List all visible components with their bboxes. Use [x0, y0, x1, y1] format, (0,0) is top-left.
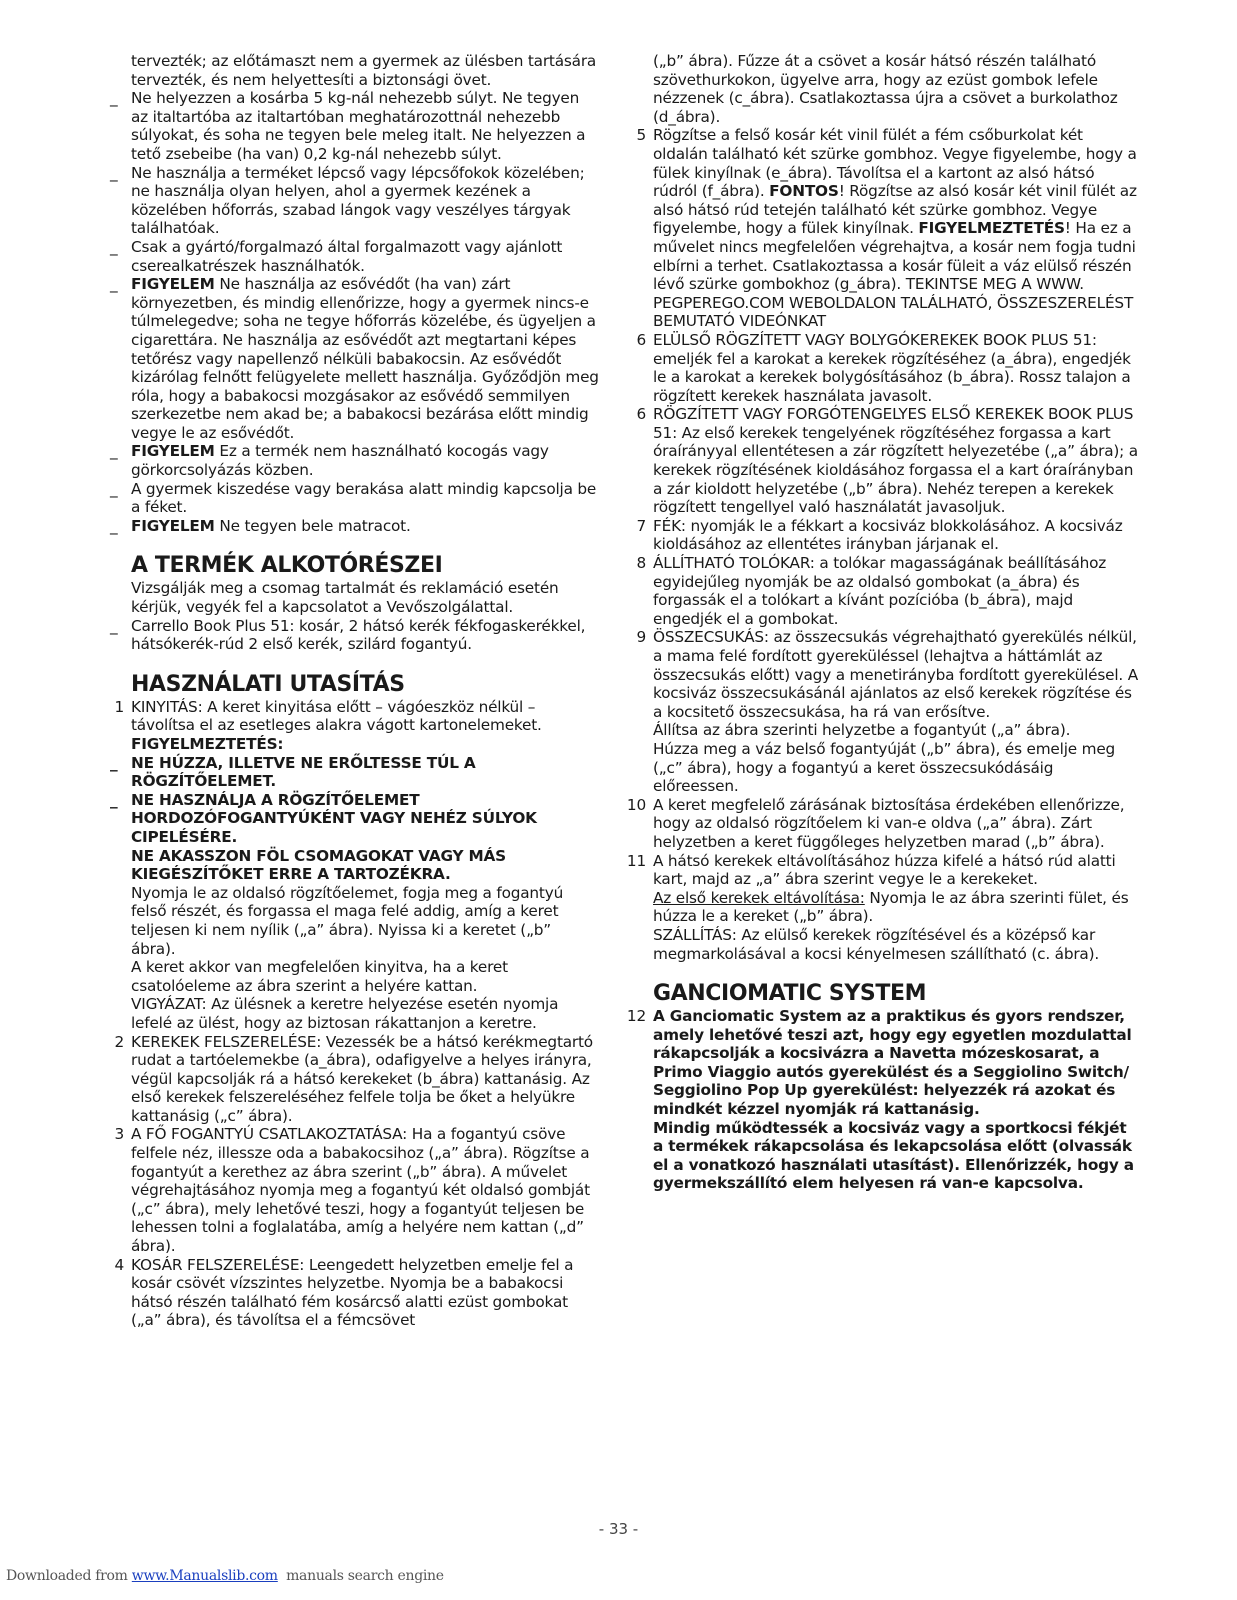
step-4-text: KOSÁR FELSZERELÉSE: Leengedett helyzetben emelje fel a kosár csövét vízszintes helyzetbe. Nyomja be a babakocsi hátsó részén található fém kosárcső alatti ezüst gombokat („a” ábra), és távolítsa el a fémcsövet [131, 1255, 574, 1330]
intro-text: tervezték; az előtámaszt nem a gyermek az ülésben tartására tervezték, és nem helyettesíti a biztonsági övet. [131, 52, 597, 89]
step-number: 3 [114, 1125, 124, 1144]
bullet-marker: _ [110, 790, 118, 809]
step-number: 7 [636, 516, 646, 535]
step-number: 1 [114, 697, 124, 716]
step-9-para-2: Állítsa az ábra szerinti helyzetbe a fogantyút („a” ábra). [653, 721, 1071, 740]
step-1-warning-3-text: NE AKASSZON FÖL CSOMAGOKAT VAGY MÁS KIEGÉSZÍTŐKET ERRE A TARTOZÉKRA. [131, 846, 506, 884]
warning-label: FIGYELEM [131, 275, 215, 294]
warning-label: FIGYELEM [131, 442, 215, 461]
step-7 [632, 517, 1140, 554]
step-1-warning-heading: FIGYELMEZTETÉS: [131, 735, 284, 753]
warning-item [110, 238, 600, 275]
step-11-para-3: SZÁLLÍTÁS: Az elülső kerekek rögzítésével és a középső kar megmarkolásával a kocsi kényelmesen szállítható (c. ábra). [653, 925, 1100, 963]
step-number: 6 [636, 405, 646, 424]
step-7-text: FÉK: nyomják le a fékkart a kocsiváz blokkolásához. A kocsiváz kioldásához az ellentétes irányban járjanak el. [653, 516, 1123, 554]
warning-label: FIGYELEM [131, 516, 215, 535]
bullet-marker: _ [110, 163, 118, 182]
step-3-text: A FŐ FOGANTYÚ CSATLAKOZTATÁSA: Ha a fogantyú csöve felfele néz, illessze oda a babakocsihoz („a” ábra). Rögzítse a fogantyút a kerethez az ábra szerint („b” ábra). A művelet végrehajtásához nyomja meg a fogantyú két oldalsó gombját („c” ábra), mely lehetővé teszi, hogy a fogantyút teljesen be lehessen tolni a foglalatába, amíg a helyére nem kattan („d” ábra). [131, 1125, 590, 1256]
page-number: - 33 - [598, 1520, 639, 1538]
step-5 [632, 126, 1140, 331]
warning-text: Ne tegyen bele matracot. [214, 516, 411, 535]
bullet-marker: _ [110, 753, 118, 772]
download-suffix: manuals search engine [277, 1568, 444, 1584]
warning-item [110, 517, 600, 536]
bullet-marker: _ [110, 442, 118, 461]
step-2-text: KEREKEK FELSZERELÉSE: Vezessék be a hátsó kerékmegtartó rudat a tartóelemekbe (a_ábra), odafigyelve a helyes irányra, végül kapcsolják rá a hátsó kerekeket (b_ábra) kattanásig. Az első kerekek felszereléséhez felfele tolja be őket a helyükre kattanásig („c” ábra). [131, 1032, 593, 1125]
ganciomatic-heading: GANCIOMATIC SYSTEM [653, 981, 927, 1007]
step-1-warning-2 [110, 791, 600, 884]
components-item-text: Carrello Book Plus 51: kosár, 2 hátsó kerék fékfogaskerékkel, hátsókerék-rúd 2 első kerék, szilárd fogantyú. [131, 616, 586, 654]
step-number: 12 [626, 1007, 646, 1026]
step-1-warning-1-text: NE HÚZZA, ILLETVE NE ERŐLTESSE TÚL A RÖGZÍTŐELEMET. [131, 753, 476, 791]
components-item [110, 617, 600, 654]
bullet-marker: _ [110, 89, 118, 108]
warning-text: Ne helyezzen a kosárba 5 kg-nál nehezebb súlyt. Ne tegyen az italtartóba az italtartóban meghatározottnál nehezebb súlyokat, és soha ne tegyen bele meleg italt. Ne helyezzen a tető zsebeibe (ha van) 0,2 kg-nál nehezebb súlyt. [131, 89, 586, 163]
step-6a [632, 331, 1140, 405]
step-4 [110, 1256, 600, 1330]
step-12 [626, 1007, 1140, 1119]
step-9-text: ÖSSZECSUKÁS: az összecsukás végrehajtható gyerekülés nélkül, a mama felé fordított gyereküléssel (lehajtva a háttámlát az összecsukás előtt) vagy a menetirányba fordított gyerekülésel. A kocsiváz összecsukásánál ajánlatos az első kerekek rögzítése és a kocsitető összecsukása, ha rá van erősítve. [653, 628, 1139, 721]
left-column [110, 52, 600, 1330]
step-11-para-2 [632, 889, 1140, 926]
bullet-marker: _ [110, 479, 118, 498]
warning-item [110, 89, 600, 163]
warning-text: Ne használja a terméket lépcső vagy lépcsőfokok közelében; ne használja olyan helyen, ahol a gyermek kezének a közelében hőforrás, szabad lángok vagy veszélyes tárgyak találhatóak. [131, 163, 585, 238]
step-number: 10 [626, 795, 646, 814]
step-number: 2 [114, 1032, 124, 1051]
manualslib-link[interactable]: www.Manualslib.com [131, 1568, 278, 1584]
step-number: 5 [636, 126, 646, 145]
warnings-list [110, 89, 600, 535]
step-1-warning-1 [110, 754, 600, 791]
step-2 [110, 1033, 600, 1126]
components-heading: A TERMÉK ALKOTÓRÉSZEI [131, 553, 443, 579]
step-5-important: FONTOS [769, 182, 839, 201]
step-8-text: ÁLLÍTHATÓ TOLÓKAR: a tolókar magasságának beállításához egyidejűleg nyomják be az oldalsó gombokat (a_ábra) és forgassák el a tolókart a kívánt pozícióba (b_ábra), majd engedjék el a gombokat. [653, 554, 1107, 628]
warning-text: Ez a termék nem használható kocogás vagy görkorcsolyázás közben. [131, 442, 549, 480]
step-number: 4 [114, 1255, 124, 1274]
step-1-para-3: VIGYÁZAT: Az ülésnek a keretre helyezése esetén nyomja lefelé az ülést, hogy az biztosan rákattanjon a keretre. [131, 995, 559, 1032]
right-column [626, 52, 1140, 1193]
step-5-text-a: Rögzítse a felső kosár két vinil fülét a fém csőburkolat két oldalán található két szürke gombhoz. Vegye figyelembe, hogy a fülek kinyílnak (e_ábra). Távolítsa el a kartont az alsó hátsó rúdról (f_ábra). [653, 126, 1137, 201]
step-1-para-1: Nyomja le az oldalsó rögzítőelemet, fogja meg a fogantyú felső részét, és forgassa el maga felé addig, amíg a keret teljesen ki nem nyílik („a” ábra). Nyissa ki a keretet („b” ábra). [131, 883, 564, 958]
step-11 [626, 851, 1140, 889]
components-text: Vizsgálják meg a csomag tartalmát és reklamáció esetén kérjük, vegyék fel a kapcsolatot a Vevőszolgálattal. [131, 579, 559, 617]
step-5-text-b: ! Rögzítse az alsó kosár két vinil fülét az alsó hátsó rúd tetején található két szürke gombhoz. Vegye figyelembe, hogy a fülek kinyílnak. [653, 182, 1137, 238]
step-number: 6 [636, 330, 646, 349]
step-5-warning: FIGYELMEZTETÉS [918, 219, 1065, 238]
step-11-underlined: Az első kerekek eltávolítása: [653, 888, 865, 907]
warning-item [110, 480, 600, 517]
step-number: 11 [626, 851, 646, 870]
step-6b-text: RÖGZÍTETT VAGY FORGÓTENGELYES ELSŐ KEREKEK BOOK PLUS 51: Az első kerekek tengelyének rögzítéséhez forgassa a kart óraírányyal ellentétesen a zár rögzített helyezetébe („a” ábra); a kerekek rögzítésének kioldásához forgassa el a kart óraírányban a zár kioldott helyzetébe („b” ábra). Nehéz terepen a kerekek rögzített tengellyel való használatát javasoljuk. [653, 405, 1138, 517]
step-1 [110, 698, 600, 754]
step-10-text: A keret megfelelő zárásának biztosítása érdekében ellenőrizze, hogy az oldalsó rögzítőelem ki van-e oldva („a” ábra). Zárt helyzetben a keret függőleges helyzetben marad („b” ábra). [653, 795, 1125, 851]
step-9 [632, 628, 1140, 721]
warning-item [110, 275, 600, 442]
bullet-marker: _ [110, 616, 118, 635]
bullet-marker: _ [110, 516, 118, 535]
step-9-para-3: Húzza meg a váz belső fogantyúját („b” ábra), és emelje meg („c” ábra), hogy a fogantyú a keret összecsukódásáig előreessen. [653, 739, 1116, 796]
usage-heading: HASZNÁLATI UTASÍTÁS [131, 671, 405, 697]
step-number: 8 [636, 554, 646, 573]
step-12-para-2: Mindig működtessék a kocsiváz vagy a sportkocsi fékjét a termékek rákapcsolása és lekapcsolása előtt (olvassák el a vonatkozó használati utasítást). Ellenőrizzék, hogy a gyermekszállító elem helyesen rá van-e kapcsolva. [653, 1118, 1134, 1193]
step-1-text: KINYITÁS: A keret kinyitása előtt – vágóeszköz nélkül – távolítsa el az esetleges alakra vágott kartonelemeket. [131, 697, 542, 735]
step-1-warning-2-text: NE HASZNÁLJA A RÖGZÍTŐELEMET HORDOZÓFOGANTYÚKÉNT VAGY NEHÉZ SÚLYOK CIPELÉSÉRE. [131, 790, 537, 846]
warning-text: Csak a gyártó/forgalmazó által forgalmazott vagy ajánlott cserealkatrészek használhatók. [131, 237, 563, 275]
bullet-marker: _ [110, 237, 118, 256]
step-6a-text: ELÜLSŐ RÖGZÍTETT VAGY BOLYGÓKEREKEK BOOK PLUS 51: emeljék fel a karokat a kerekek rögzítéséhez (a_ábra), engedjék le a karokat a kerekek bolygósításához (b_ábra). Rossz talajon a rögzített kerekek használata javasolt. [653, 330, 1131, 405]
step-8 [632, 554, 1140, 628]
step-12-para-1: A Ganciomatic System az a praktikus és gyors rendszer, amely lehetővé teszi azt, hogy egy egyetlen mozdulattal rákapcsolják a kocsivázra a Navetta mózeskosarat, a Primo Viaggio autós gyerekülést és a Seggiolino Switch/ Seggiolino Pop Up gyerekülést: helyezzék rá azokat és mindkét kézzel nyomják rá kattanásig. [653, 1007, 1132, 1119]
bullet-marker: _ [110, 275, 118, 294]
step-4-continued: („b” ábra). Fűzze át a csövet a kosár hátsó részén található szövethurkokon, ügyelve arra, hogy az ezüst gombok lefele nézzenek (c_ábra). Csatlakoztassa újra a csövet a burkolathoz (d_ábra). [653, 52, 1118, 126]
step-11-para-2-text: Nyomja le az ábra szerinti fület, és húzza le a kereket („b” ábra). [653, 888, 1129, 926]
step-1-para-2: A keret akkor van megfelelően kinyitva, ha a keret csatolóeleme az ábra szerint a helyére kattan. [131, 958, 508, 995]
warning-text: A gyermek kiszedése vagy berakása alatt mindig kapcsolja be a féket. [131, 479, 597, 517]
warning-item [110, 442, 600, 479]
download-prefix: Downloaded from [6, 1568, 132, 1584]
step-5-text-c: ! Ha ez a művelet nincs megfelelően végrehajtva, a kosár nem fogja tudni elbírni a terhet. Csatlakoztassa a kosár füleit a váz elülső részén lévő szürke gombokhoz (g_ábra). TEKINTSE MEG A WWW. PEGPEREGO.COM WEBOLDALON TALÁLHATÓ, ÖSSZESZERELÉST BEMUTATÓ VIDEÓNKAT [653, 219, 1136, 331]
download-notice [6, 1568, 444, 1584]
step-10 [626, 795, 1140, 852]
step-6b [632, 405, 1140, 517]
step-number: 9 [636, 628, 646, 647]
warning-item [110, 164, 600, 238]
warning-text: Ne használja az esővédőt (ha van) zárt környezetben, és mindig ellenőrizze, hogy a gyermek nincs-e túlmelegedve; soha ne tegye hőforrás közelébe, és ügyeljen a cigarettára. Ne használja az esővédőt azt megtartani képes tetőrész vagy napellenző nélküli babakocsin. Az esővédőt kizárólag felnőtt felügyelete mellett használja. Győződjön meg róla, hogy a babakocsi mozgásakor az esővédő semmilyen szerkezetbe nem akad be; a babakocsi bezárása előtt mindig vegye le az esővédőt. [131, 275, 599, 442]
step-3 [110, 1125, 600, 1255]
step-11-text: A hátsó kerekek eltávolításához húzza kifelé a hátsó rúd alatti kart, majd az „a” ábra szerint vegye le a kerekeket. [653, 851, 1116, 889]
